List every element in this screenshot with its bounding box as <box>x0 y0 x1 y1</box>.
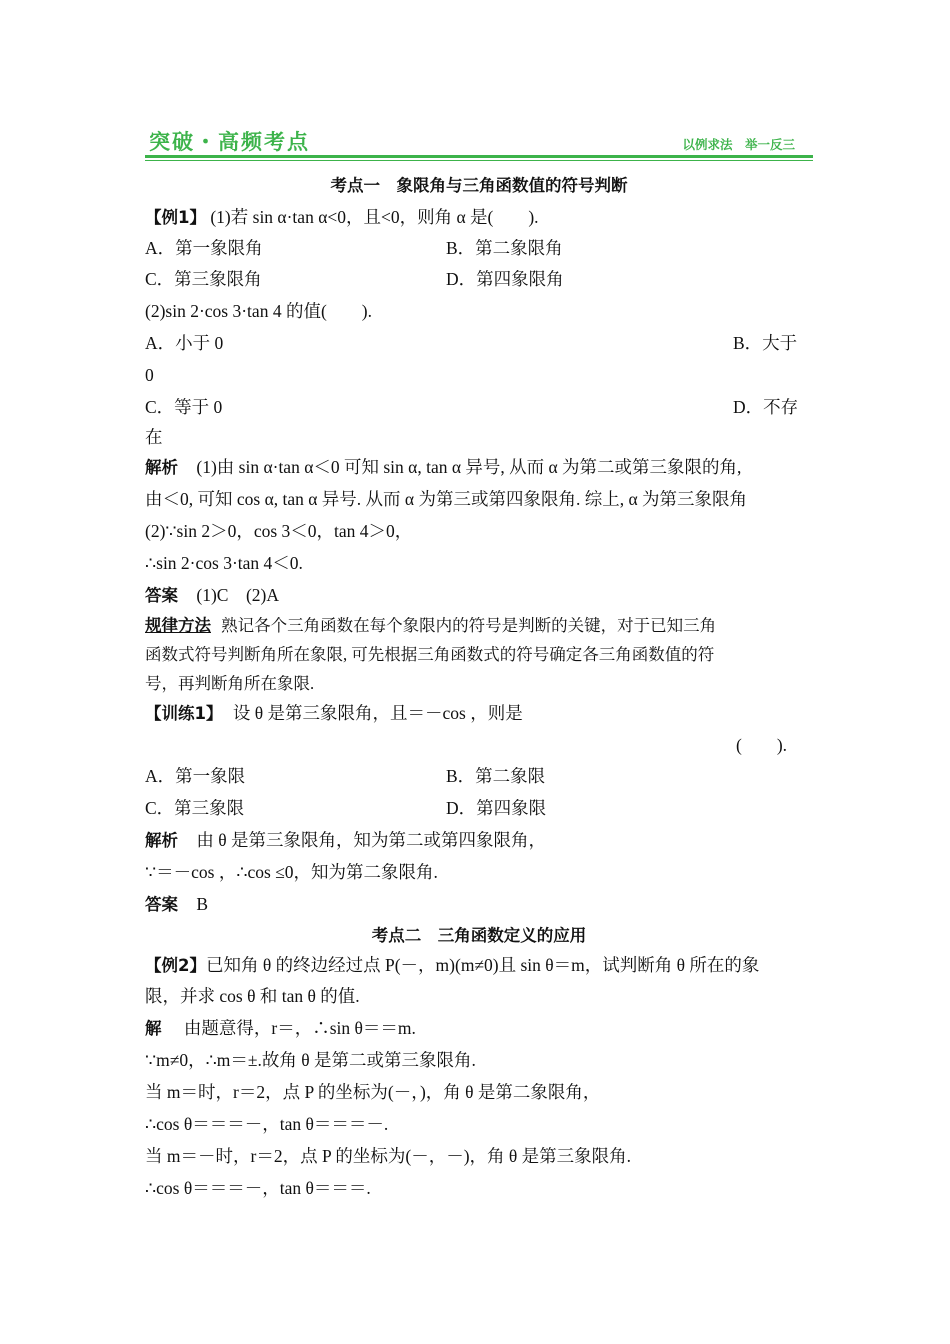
section-title-2: 考点二 三角函数定义的应用 <box>371 926 587 945</box>
example-1-question-1 <box>145 206 539 229</box>
method-line-3: 号，再判断角所在象限. <box>145 674 315 693</box>
example-2-q-text-1: 已知角 θ 的终边经过点 P(－，m)(m≠0)且 sin θ＝m，试判断角 θ 所在的象 <box>205 955 760 975</box>
training-1-label: 【训练1】 <box>145 704 223 723</box>
example-2-question-line-1 <box>145 954 759 977</box>
ex2-solution-line-2: ∵m≠0，∴m＝±.故角 θ 是第二或第三象限角. <box>145 1050 476 1070</box>
ex1-solution-line-1 <box>145 456 741 479</box>
banner-title: 突破・高频考点 <box>149 130 310 154</box>
banner-rule-thin <box>145 160 813 161</box>
train1-option-a: A．第一象限 <box>145 766 246 786</box>
ex1-answer-label: 答案 <box>145 586 178 605</box>
example-2-question-line-2: 限，并求 cos θ 和 tan θ 的值. <box>145 986 360 1006</box>
section-title-1: 考点一 象限角与三角函数值的符号判断 <box>330 176 628 195</box>
banner-subtitle: 以例求法 举一反三 <box>682 137 795 152</box>
section-banner <box>145 122 813 162</box>
ex1-answer-text: (1)C (2)A <box>196 585 279 605</box>
train1-solution-text-1: 由 θ 是第三象限角，知为第二或第四象限角， <box>196 830 547 850</box>
ex2-solution-line-6: ∴cos θ＝＝＝－，tan θ＝＝＝. <box>145 1178 371 1198</box>
train1-option-d: D．第四象限 <box>446 798 547 818</box>
ex2-solution-line-5: 当 m＝－时，r＝2，点 P 的坐标为(－，－)，角 θ 是第三象限角. <box>145 1146 632 1166</box>
example-2-label: 【例2】 <box>145 956 206 975</box>
example-1-label: 【例1】 <box>145 208 206 227</box>
ex1-q2-option-b: B．大于 <box>733 333 798 353</box>
train1-option-c: C．第三象限 <box>145 798 245 818</box>
train1-answer-label: 答案 <box>145 895 178 914</box>
training-1-question <box>145 702 523 725</box>
ex2-solution-line-1 <box>145 1017 416 1040</box>
training-1-q-text: 设 θ 是第三象限角，且＝－cos ，则是 <box>232 703 523 723</box>
training-1-paren: ( ). <box>736 735 788 755</box>
ex1-q2-option-d: D．不存 <box>733 397 799 417</box>
ex1-solution-text-1: (1)由 sin α·tan α＜0 可知 sin α, tan α 异号, 从而 α 为第二或第三象限的角, <box>196 457 742 477</box>
ex1-option-d: D．第四象限角 <box>446 269 564 289</box>
method-text-1: 熟记各个三角函数在每个象限内的符号是判断的关键，对于已知三角 <box>221 616 717 635</box>
method-label: 规律方法 <box>145 616 211 635</box>
method-line-2: 函数式符号判断角所在象限, 可先根据三角函数式的符号确定各三角函数值的符 <box>145 645 715 664</box>
example-1-q1-text: (1)若 sin α·tan α<0，且<0，则角 α 是( ). <box>210 207 539 227</box>
train1-answer <box>145 893 208 916</box>
ex1-q2-option-b-cont: 0 <box>145 365 154 385</box>
train1-solution-line-2: ∵＝－cos ，∴cos ≤0，知为第二象限角. <box>145 862 438 882</box>
ex1-q2-option-a: A．小于 0 <box>145 333 224 353</box>
ex1-option-b: B．第二象限角 <box>446 238 563 258</box>
ex1-answer <box>145 584 279 607</box>
method-line-1 <box>145 615 716 637</box>
ex1-q2-option-d-cont: 在 <box>145 427 163 447</box>
train1-solution-line-1 <box>145 829 546 852</box>
ex2-solution-text-1: 由题意得，r＝，∴sin θ＝＝m. <box>183 1018 416 1038</box>
ex2-solution-line-3: 当 m＝时，r＝2，点 P 的坐标为(－，)，角 θ 是第二象限角， <box>145 1082 601 1102</box>
train1-option-b: B．第二象限 <box>446 766 546 786</box>
ex1-option-a: A．第一象限角 <box>145 238 263 258</box>
banner-rule-thick <box>145 155 813 158</box>
ex1-option-c: C．第三象限角 <box>145 269 262 289</box>
ex2-solution-label: 解 <box>145 1019 162 1038</box>
ex1-solution-line-4: ∴sin 2·cos 3·tan 4＜0. <box>145 553 303 573</box>
example-1-question-2: (2)sin 2·cos 3·tan 4 的值( ). <box>145 301 372 321</box>
ex1-solution-line-3: (2)∵sin 2＞0，cos 3＜0，tan 4＞0， <box>145 521 413 541</box>
ex1-solution-line-2: 由＜0, 可知 cos α, tan α 异号. 从而 α 为第三或第四象限角. 综上, α 为第三象限角 <box>145 489 748 509</box>
train1-solution-label: 解析 <box>145 831 178 850</box>
ex1-q2-option-c: C．等于 0 <box>145 397 223 417</box>
train1-answer-text: B <box>196 894 209 914</box>
ex2-solution-line-4: ∴cos θ＝＝＝－，tan θ＝＝＝－. <box>145 1114 389 1134</box>
ex1-solution-label: 解析 <box>145 458 178 477</box>
